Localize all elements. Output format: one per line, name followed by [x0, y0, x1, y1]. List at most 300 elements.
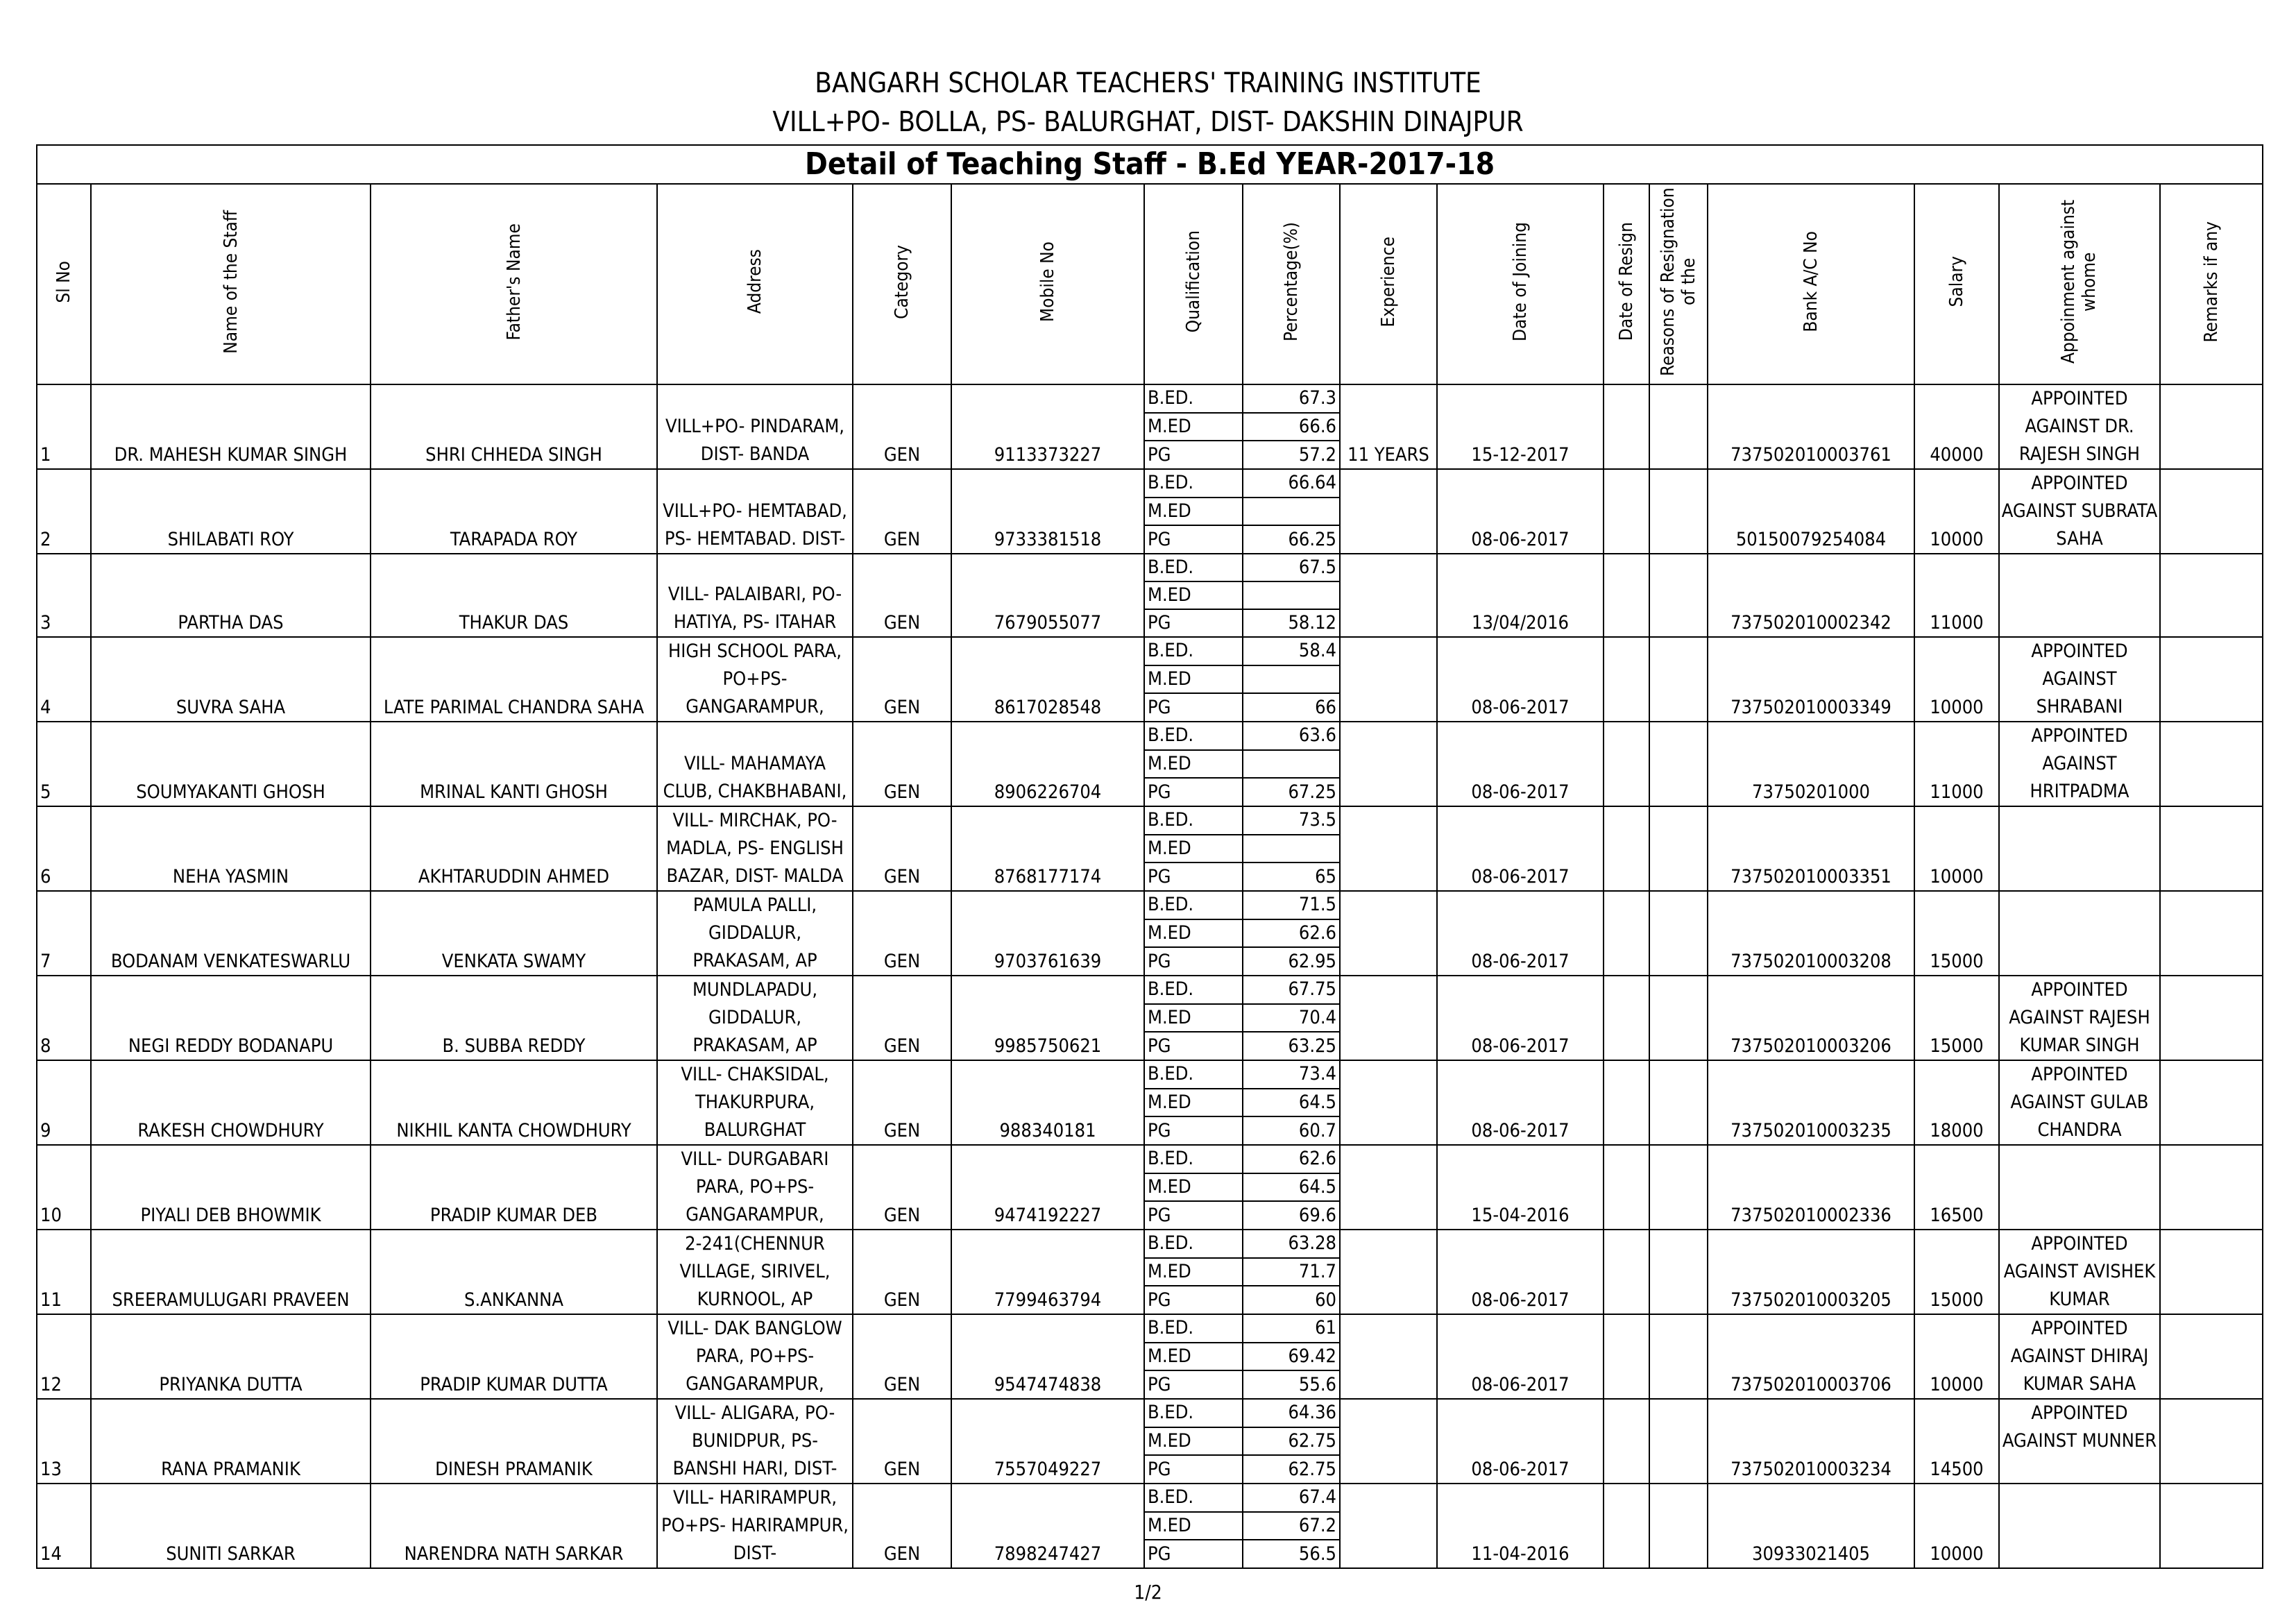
institute-address: VILL+PO- BOLLA, PS- BALURGHAT, DIST- DAKSHIN DINAJPUR [772, 106, 1524, 138]
cell-qualification: PG [1144, 441, 1243, 469]
cell-salary: 10000 [1914, 637, 1999, 722]
col-bank: Bank A/C No [1708, 184, 1914, 384]
cell-reasons [1649, 469, 1708, 554]
cell-percentage: 69.42 [1243, 1343, 1340, 1371]
cell-appointment: APPOINTED AGAINST DHIRAJ KUMAR SAHA [1999, 1314, 2160, 1399]
cell-percentage: 56.5 [1243, 1540, 1340, 1568]
cell-address: VILL- ALIGARA, PO- BUNIDPUR, PS- BANSHI HARI, DIST- [657, 1399, 853, 1484]
col-qualification: Qualification [1144, 184, 1243, 384]
table-row [37, 1230, 2263, 1258]
cell-qualification: B.ED. [1144, 1399, 1243, 1427]
cell-qualification: B.ED. [1144, 1230, 1243, 1258]
cell-category: GEN [853, 1145, 951, 1230]
cell-joining: 08-06-2017 [1437, 891, 1604, 976]
cell-percentage: 62.6 [1243, 919, 1340, 948]
cell-sl: 11 [37, 1230, 91, 1314]
cell-remarks [2160, 806, 2263, 891]
cell-appointment [1999, 891, 2160, 976]
cell-mobile: 7898247427 [951, 1484, 1144, 1568]
table-row [37, 637, 2263, 665]
cell-bank: 737502010003205 [1708, 1230, 1914, 1314]
cell-experience [1340, 469, 1437, 554]
cell-category: GEN [853, 1399, 951, 1484]
cell-resign [1604, 976, 1649, 1060]
cell-remarks [2160, 976, 2263, 1060]
cell-experience [1340, 1399, 1437, 1484]
cell-percentage: 71.7 [1243, 1258, 1340, 1286]
cell-joining: 15-12-2017 [1437, 384, 1604, 469]
cell-name: DR. MAHESH KUMAR SINGH [91, 384, 371, 469]
cell-category: GEN [853, 1484, 951, 1568]
cell-percentage: 63.6 [1243, 722, 1340, 750]
cell-qualification: PG [1144, 1201, 1243, 1230]
cell-percentage: 67.2 [1243, 1512, 1340, 1540]
col-address: Address [657, 184, 853, 384]
cell-remarks [2160, 384, 2263, 469]
cell-qualification: PG [1144, 1286, 1243, 1314]
cell-name: PIYALI DEB BHOWMIK [91, 1145, 371, 1230]
cell-mobile: 9703761639 [951, 891, 1144, 976]
cell-father: NIKHIL KANTA CHOWDHURY [371, 1060, 657, 1145]
cell-sl: 3 [37, 554, 91, 637]
cell-category: GEN [853, 1314, 951, 1399]
cell-sl: 5 [37, 722, 91, 806]
cell-qualification: B.ED. [1144, 1314, 1243, 1343]
cell-sl: 13 [37, 1399, 91, 1484]
cell-address: VILL- CHAKSIDAL, THAKURPURA, BALURGHAT [657, 1060, 853, 1145]
cell-percentage: 66.6 [1243, 413, 1340, 441]
cell-qualification: M.ED [1144, 498, 1243, 526]
cell-salary: 11000 [1914, 554, 1999, 637]
cell-sl: 4 [37, 637, 91, 722]
cell-salary: 10000 [1914, 806, 1999, 891]
cell-percentage [1243, 750, 1340, 779]
cell-remarks [2160, 1230, 2263, 1314]
cell-bank: 737502010003208 [1708, 891, 1914, 976]
cell-experience [1340, 554, 1437, 637]
cell-percentage [1243, 665, 1340, 694]
cell-percentage: 64.36 [1243, 1399, 1340, 1427]
cell-percentage: 70.4 [1243, 1004, 1340, 1033]
cell-father: TARAPADA ROY [371, 469, 657, 554]
cell-name: SUNITI SARKAR [91, 1484, 371, 1568]
table-row [37, 469, 2263, 498]
cell-experience [1340, 1145, 1437, 1230]
cell-resign [1604, 554, 1649, 637]
cell-remarks [2160, 1060, 2263, 1145]
cell-reasons [1649, 1145, 1708, 1230]
cell-remarks [2160, 554, 2263, 637]
cell-salary: 15000 [1914, 976, 1999, 1060]
cell-mobile: 7799463794 [951, 1230, 1144, 1314]
staff-table-container [36, 144, 2262, 1569]
cell-joining: 08-06-2017 [1437, 637, 1604, 722]
cell-qualification: PG [1144, 525, 1243, 554]
col-mobile: Mobile No [951, 184, 1144, 384]
cell-bank: 737502010003349 [1708, 637, 1914, 722]
cell-sl: 1 [37, 384, 91, 469]
cell-reasons [1649, 1484, 1708, 1568]
col-salary: Salary [1914, 184, 1999, 384]
page-number: 1/2 [1134, 1581, 1162, 1604]
cell-joining: 13/04/2016 [1437, 554, 1604, 637]
cell-appointment [1999, 1145, 2160, 1230]
cell-percentage [1243, 498, 1340, 526]
cell-mobile: 7557049227 [951, 1399, 1144, 1484]
cell-percentage: 67.4 [1243, 1484, 1340, 1512]
table-row [37, 722, 2263, 750]
cell-qualification: PG [1144, 1370, 1243, 1399]
cell-salary: 15000 [1914, 1230, 1999, 1314]
cell-percentage: 58.12 [1243, 609, 1340, 637]
table-row [37, 976, 2263, 1004]
cell-remarks [2160, 1145, 2263, 1230]
cell-qualification: PG [1144, 693, 1243, 722]
cell-bank: 30933021405 [1708, 1484, 1914, 1568]
cell-joining: 08-06-2017 [1437, 976, 1604, 1060]
cell-salary: 18000 [1914, 1060, 1999, 1145]
cell-mobile: 988340181 [951, 1060, 1144, 1145]
cell-joining: 08-06-2017 [1437, 469, 1604, 554]
cell-category: GEN [853, 554, 951, 637]
cell-name: SREERAMULUGARI PRAVEEN [91, 1230, 371, 1314]
cell-father: S.ANKANNA [371, 1230, 657, 1314]
cell-father: SHRI CHHEDA SINGH [371, 384, 657, 469]
cell-qualification: M.ED [1144, 581, 1243, 609]
cell-salary: 40000 [1914, 384, 1999, 469]
cell-address: VILL- MIRCHAK, PO- MADLA, PS- ENGLISH BAZAR, DIST- MALDA [657, 806, 853, 891]
cell-address: VILL- PALAIBARI, PO- HATIYA, PS- ITAHAR [657, 554, 853, 637]
cell-bank: 737502010003206 [1708, 976, 1914, 1060]
cell-mobile: 9474192227 [951, 1145, 1144, 1230]
cell-name: NEHA YASMIN [91, 806, 371, 891]
cell-bank: 737502010003761 [1708, 384, 1914, 469]
cell-resign [1604, 722, 1649, 806]
cell-resign [1604, 1145, 1649, 1230]
cell-percentage: 62.75 [1243, 1455, 1340, 1484]
cell-percentage: 66 [1243, 693, 1340, 722]
cell-reasons [1649, 637, 1708, 722]
cell-qualification: M.ED [1144, 1089, 1243, 1117]
cell-qualification: B.ED. [1144, 976, 1243, 1004]
cell-qualification: B.ED. [1144, 806, 1243, 835]
cell-percentage: 66.25 [1243, 525, 1340, 554]
col-father: Father's Name [371, 184, 657, 384]
cell-category: GEN [853, 384, 951, 469]
cell-joining: 08-06-2017 [1437, 722, 1604, 806]
cell-qualification: PG [1144, 1455, 1243, 1484]
cell-percentage: 58.4 [1243, 637, 1340, 665]
cell-mobile: 8617028548 [951, 637, 1144, 722]
cell-sl: 12 [37, 1314, 91, 1399]
cell-qualification: PG [1144, 947, 1243, 976]
cell-remarks [2160, 637, 2263, 722]
cell-percentage: 67.5 [1243, 554, 1340, 581]
cell-appointment: APPOINTED AGAINST SHRABANI [1999, 637, 2160, 722]
col-resign: Date of Resign [1604, 184, 1649, 384]
cell-salary: 11000 [1914, 722, 1999, 806]
cell-father: PRADIP KUMAR DUTTA [371, 1314, 657, 1399]
cell-father: AKHTARUDDIN AHMED [371, 806, 657, 891]
cell-appointment: APPOINTED AGAINST SUBRATA SAHA [1999, 469, 2160, 554]
institute-name: BANGARH SCHOLAR TEACHERS' TRAINING INSTITUTE [815, 67, 1481, 99]
cell-mobile: 7679055077 [951, 554, 1144, 637]
table-row [37, 1399, 2263, 1427]
cell-qualification: M.ED [1144, 1258, 1243, 1286]
cell-address: VILL+PO- PINDARAM, DIST- BANDA [657, 384, 853, 469]
cell-reasons [1649, 1314, 1708, 1399]
col-sl: Sl No [37, 184, 91, 384]
cell-joining: 08-06-2017 [1437, 1399, 1604, 1484]
cell-mobile: 8768177174 [951, 806, 1144, 891]
cell-remarks [2160, 722, 2263, 806]
cell-reasons [1649, 1399, 1708, 1484]
cell-experience [1340, 806, 1437, 891]
cell-percentage: 64.5 [1243, 1173, 1340, 1202]
cell-qualification: M.ED [1144, 1512, 1243, 1540]
cell-resign [1604, 637, 1649, 722]
col-remarks: Remarks if any [2160, 184, 2263, 384]
cell-sl: 14 [37, 1484, 91, 1568]
staff-table [36, 144, 2263, 1569]
cell-father: B. SUBBA REDDY [371, 976, 657, 1060]
cell-qualification: M.ED [1144, 1343, 1243, 1371]
cell-percentage: 57.2 [1243, 441, 1340, 469]
cell-salary: 15000 [1914, 891, 1999, 976]
cell-qualification: B.ED. [1144, 722, 1243, 750]
cell-qualification: M.ED [1144, 413, 1243, 441]
cell-appointment [1999, 1484, 2160, 1568]
cell-joining: 08-06-2017 [1437, 1314, 1604, 1399]
cell-sl: 8 [37, 976, 91, 1060]
cell-address: HIGH SCHOOL PARA, PO+PS- GANGARAMPUR, [657, 637, 853, 722]
cell-name: NEGI REDDY BODANAPU [91, 976, 371, 1060]
cell-father: MRINAL KANTI GHOSH [371, 722, 657, 806]
cell-salary: 10000 [1914, 1314, 1999, 1399]
cell-experience [1340, 891, 1437, 976]
cell-name: RAKESH CHOWDHURY [91, 1060, 371, 1145]
cell-percentage: 62.6 [1243, 1145, 1340, 1173]
table-row [37, 554, 2263, 581]
cell-resign [1604, 1230, 1649, 1314]
cell-mobile: 9733381518 [951, 469, 1144, 554]
cell-resign [1604, 1484, 1649, 1568]
cell-appointment: APPOINTED AGAINST AVISHEK KUMAR [1999, 1230, 2160, 1314]
cell-reasons [1649, 891, 1708, 976]
cell-percentage: 55.6 [1243, 1370, 1340, 1399]
cell-name: SOUMYAKANTI GHOSH [91, 722, 371, 806]
cell-percentage: 65 [1243, 863, 1340, 891]
cell-qualification: M.ED [1144, 1004, 1243, 1033]
cell-category: GEN [853, 976, 951, 1060]
cell-bank: 737502010003351 [1708, 806, 1914, 891]
cell-address: VILL- DAK BANGLOW PARA, PO+PS- GANGARAMPUR, [657, 1314, 853, 1399]
cell-father: LATE PARIMAL CHANDRA SAHA [371, 637, 657, 722]
cell-experience [1340, 1060, 1437, 1145]
cell-bank: 50150079254084 [1708, 469, 1914, 554]
cell-qualification: M.ED [1144, 1173, 1243, 1202]
cell-percentage: 73.5 [1243, 806, 1340, 835]
table-row [37, 384, 2263, 413]
cell-appointment: APPOINTED AGAINST GULAB CHANDRA [1999, 1060, 2160, 1145]
cell-sl: 9 [37, 1060, 91, 1145]
cell-percentage [1243, 835, 1340, 863]
cell-joining: 08-06-2017 [1437, 1060, 1604, 1145]
cell-appointment [1999, 554, 2160, 637]
cell-experience [1340, 976, 1437, 1060]
cell-address: VILL- HARIRAMPUR, PO+PS- HARIRAMPUR, DIST- [657, 1484, 853, 1568]
cell-resign [1604, 891, 1649, 976]
cell-bank: 737502010002336 [1708, 1145, 1914, 1230]
cell-qualification: PG [1144, 863, 1243, 891]
cell-sl: 7 [37, 891, 91, 976]
cell-percentage: 62.75 [1243, 1427, 1340, 1456]
col-percentage: Percentage(%) [1243, 184, 1340, 384]
cell-salary: 10000 [1914, 1484, 1999, 1568]
cell-appointment: APPOINTED AGAINST DR. RAJESH SINGH [1999, 384, 2160, 469]
cell-percentage: 64.5 [1243, 1089, 1340, 1117]
table-row [37, 891, 2263, 919]
cell-address: VILL+PO- HEMTABAD, PS- HEMTABAD. DIST- [657, 469, 853, 554]
cell-bank: 73750201000 [1708, 722, 1914, 806]
cell-remarks [2160, 1399, 2263, 1484]
cell-appointment: APPOINTED AGAINST MUNNER [1999, 1399, 2160, 1484]
cell-name: SHILABATI ROY [91, 469, 371, 554]
cell-qualification: PG [1144, 1032, 1243, 1060]
cell-father: THAKUR DAS [371, 554, 657, 637]
cell-category: GEN [853, 637, 951, 722]
cell-percentage: 67.3 [1243, 384, 1340, 413]
cell-father: NARENDRA NATH SARKAR [371, 1484, 657, 1568]
col-experience: Experience [1340, 184, 1437, 384]
cell-percentage: 73.4 [1243, 1060, 1340, 1089]
cell-mobile: 9985750621 [951, 976, 1144, 1060]
cell-percentage: 63.28 [1243, 1230, 1340, 1258]
cell-name: PARTHA DAS [91, 554, 371, 637]
cell-category: GEN [853, 806, 951, 891]
cell-resign [1604, 1060, 1649, 1145]
table-row [37, 1314, 2263, 1343]
col-name: Name of the Staff [91, 184, 371, 384]
cell-qualification: B.ED. [1144, 1145, 1243, 1173]
cell-qualification: B.ED. [1144, 554, 1243, 581]
cell-bank: 737502010003706 [1708, 1314, 1914, 1399]
cell-salary: 10000 [1914, 469, 1999, 554]
table-row [37, 1145, 2263, 1173]
cell-bank: 737502010003235 [1708, 1060, 1914, 1145]
cell-reasons [1649, 384, 1708, 469]
cell-qualification: B.ED. [1144, 637, 1243, 665]
cell-bank: 737502010003234 [1708, 1399, 1914, 1484]
cell-father: DINESH PRAMANIK [371, 1399, 657, 1484]
cell-qualification: B.ED. [1144, 384, 1243, 413]
cell-sl: 6 [37, 806, 91, 891]
cell-qualification: M.ED [1144, 750, 1243, 779]
table-row [37, 806, 2263, 835]
cell-experience [1340, 1314, 1437, 1399]
cell-category: GEN [853, 722, 951, 806]
cell-reasons [1649, 806, 1708, 891]
cell-qualification: M.ED [1144, 835, 1243, 863]
cell-address: VILL- DURGABARI PARA, PO+PS- GANGARAMPUR, [657, 1145, 853, 1230]
cell-experience [1340, 1230, 1437, 1314]
cell-percentage: 66.64 [1243, 469, 1340, 498]
cell-qualification: M.ED [1144, 665, 1243, 694]
cell-address: PAMULA PALLI, GIDDALUR, PRAKASAM, AP [657, 891, 853, 976]
cell-father: PRADIP KUMAR DEB [371, 1145, 657, 1230]
cell-remarks [2160, 891, 2263, 976]
cell-experience [1340, 1484, 1437, 1568]
cell-reasons [1649, 1060, 1708, 1145]
cell-remarks [2160, 469, 2263, 554]
staff-table-body [37, 384, 2263, 1568]
cell-salary: 14500 [1914, 1399, 1999, 1484]
column-header-row [37, 184, 2263, 384]
cell-qualification: M.ED [1144, 919, 1243, 948]
col-reasons: Reasons of Resignation of the [1649, 184, 1708, 384]
col-category: Category [853, 184, 951, 384]
cell-qualification: B.ED. [1144, 1060, 1243, 1089]
cell-category: GEN [853, 469, 951, 554]
cell-percentage: 69.6 [1243, 1201, 1340, 1230]
cell-qualification: B.ED. [1144, 1484, 1243, 1512]
cell-percentage: 71.5 [1243, 891, 1340, 919]
cell-appointment: APPOINTED AGAINST RAJESH KUMAR SINGH [1999, 976, 2160, 1060]
cell-qualification: PG [1144, 1116, 1243, 1145]
table-row [37, 1060, 2263, 1089]
cell-remarks [2160, 1484, 2263, 1568]
cell-percentage: 60 [1243, 1286, 1340, 1314]
cell-percentage: 60.7 [1243, 1116, 1340, 1145]
cell-experience: 11 YEARS [1340, 384, 1437, 469]
cell-reasons [1649, 554, 1708, 637]
cell-joining: 11-04-2016 [1437, 1484, 1604, 1568]
cell-category: GEN [853, 1230, 951, 1314]
cell-category: GEN [853, 891, 951, 976]
cell-qualification: PG [1144, 1540, 1243, 1568]
cell-salary: 16500 [1914, 1145, 1999, 1230]
cell-name: SUVRA SAHA [91, 637, 371, 722]
cell-reasons [1649, 1230, 1708, 1314]
cell-qualification: B.ED. [1144, 469, 1243, 498]
cell-resign [1604, 469, 1649, 554]
cell-remarks [2160, 1314, 2263, 1399]
cell-joining: 08-06-2017 [1437, 1230, 1604, 1314]
cell-mobile: 9113373227 [951, 384, 1144, 469]
cell-name: PRIYANKA DUTTA [91, 1314, 371, 1399]
cell-address: VILL- MAHAMAYA CLUB, CHAKBHABANI, [657, 722, 853, 806]
cell-percentage: 62.95 [1243, 947, 1340, 976]
cell-appointment [1999, 806, 2160, 891]
cell-address: 2-241(CHENNUR VILLAGE, SIRIVEL, KURNOOL, AP [657, 1230, 853, 1314]
cell-experience [1340, 637, 1437, 722]
cell-joining: 08-06-2017 [1437, 806, 1604, 891]
cell-reasons [1649, 722, 1708, 806]
cell-percentage: 67.25 [1243, 778, 1340, 806]
cell-bank: 737502010002342 [1708, 554, 1914, 637]
cell-percentage: 61 [1243, 1314, 1340, 1343]
cell-percentage [1243, 581, 1340, 609]
cell-appointment: APPOINTED AGAINST HRITPADMA [1999, 722, 2160, 806]
table-title: Detail of Teaching Staff - B.Ed YEAR-2017-18 [37, 145, 2263, 184]
cell-percentage: 63.25 [1243, 1032, 1340, 1060]
cell-qualification: M.ED [1144, 1427, 1243, 1456]
col-appointment: Appoinment against whome [1999, 184, 2160, 384]
cell-experience [1340, 722, 1437, 806]
cell-sl: 10 [37, 1145, 91, 1230]
cell-mobile: 8906226704 [951, 722, 1144, 806]
cell-qualification: PG [1144, 778, 1243, 806]
